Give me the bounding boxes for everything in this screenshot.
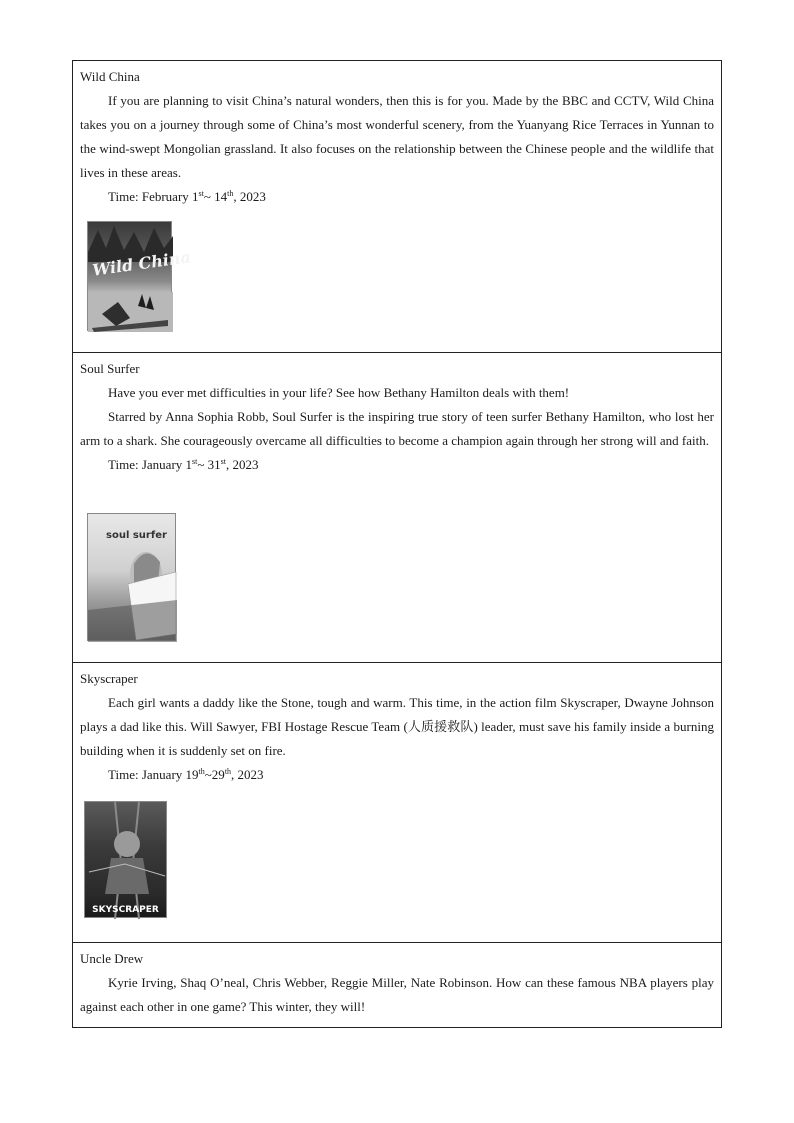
movie-cell-skyscraper [73, 663, 721, 943]
movie-description: Starred by Anna Sophia Robb, Soul Surfer is the inspiring true story of teen surfer Bethany Hamilton, who lost her arm to a shark. She courageously overcame all difficulties to become a champion again through her strong will and faith. [80, 409, 714, 448]
movie-title: Soul Surfer [80, 361, 140, 376]
poster-title: Wild China [91, 247, 192, 280]
movie-time: Time: January 19th~29th, 2023 [108, 767, 264, 782]
movie-description: If you are planning to visit China’s natural wonders, then this is for you. Made by the BBC and CCTV, Wild China takes you on a journey through some of China’s most wonderful scenery, from the Yuanyang Rice Terraces in Yunnan to the wind-swept Mongolian grassland. It also focuses on the relationship between the Chinese people and the wildlife that lives in these areas. [80, 93, 714, 180]
movie-table [72, 60, 722, 1028]
movie-description: Each girl wants a daddy like the Stone, tough and warm. This time, in the action film Skyscraper, Dwayne Johnson plays a dad like this. Will Sawyer, FBI Hostage Rescue Team (人质援救队) leader, must save his family inside a burning building when it is suddenly set on fire. [80, 695, 714, 758]
movie-title: Skyscraper [80, 671, 138, 686]
movie-cell-wild-china [73, 61, 721, 353]
movie-title: Wild China [80, 69, 140, 84]
movie-cell-uncle-drew [73, 943, 721, 1027]
movie-description: Kyrie Irving, Shaq O’neal, Chris Webber, Reggie Miller, Nate Robinson. How can these famous NBA players play against each other in one game? This winter, they will! [80, 975, 714, 1014]
wild-china-poster-image [87, 221, 192, 331]
movie-cell-soul-surfer [73, 353, 721, 663]
poster-title: SKYSCRAPER [92, 905, 159, 915]
movie-time: Time: February 1st~ 14th, 2023 [108, 189, 266, 204]
poster-title: soul surfer [106, 530, 167, 541]
movie-tagline: Have you ever met difficulties in your life? See how Bethany Hamilton deals with them! [108, 385, 570, 400]
movie-time: Time: January 1st~ 31st, 2023 [108, 457, 259, 472]
skyscraper-poster-image [84, 801, 167, 918]
movie-title: Uncle Drew [80, 951, 144, 966]
soul-surfer-poster-image [87, 513, 176, 641]
